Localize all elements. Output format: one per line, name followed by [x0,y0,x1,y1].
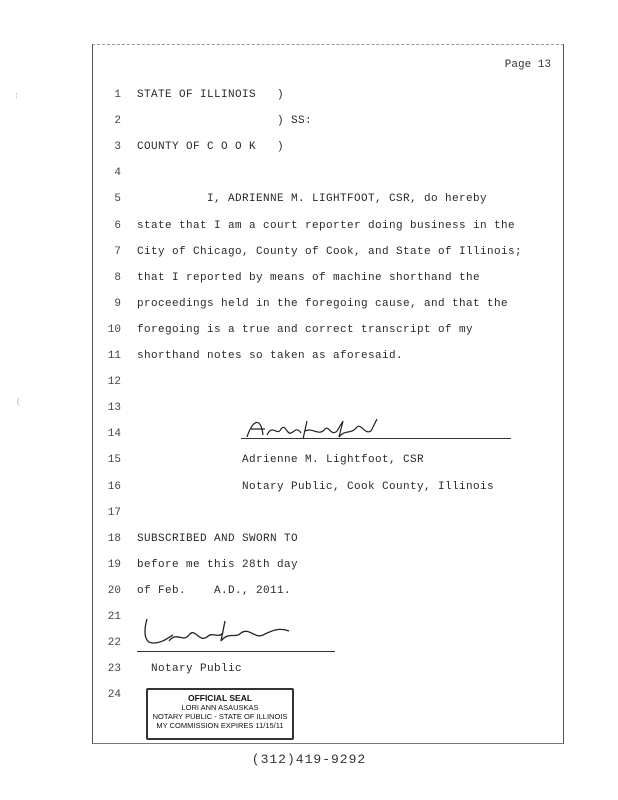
footer-phone: (312)419-9292 [251,752,367,767]
line-text: STATE OF ILLINOIS ) [137,89,285,101]
line-number: 1 [114,89,121,101]
line-text: SUBSCRIBED AND SWORN TO [137,532,299,545]
notary-signature [139,613,299,651]
transcript-line [93,479,563,495]
transcript-line [93,244,563,260]
scan-speck: ( [16,398,21,407]
line-number: 2 [114,115,121,128]
transcript-line [93,270,563,286]
line-number: 12 [107,376,121,389]
transcript-line [93,191,563,207]
line-number: 9 [114,297,121,310]
line-number: 20 [107,584,121,597]
line-number: 4 [114,167,121,180]
scan-speck: : [14,92,19,101]
transcript-line [93,87,563,103]
transcript-line [93,113,563,129]
line-text: Notary Public, Cook County, Illinois [137,480,495,493]
line-number: 13 [107,402,121,415]
line-text: foregoing is a true and correct transcript of my [137,323,474,336]
line-text: Adrienne M. Lightfoot, CSR [137,454,425,467]
line-text: City of Chicago, County of Cook, and State of Illinois; [137,245,523,258]
line-number: 8 [114,271,121,284]
line-text: state that I am a court reporter doing business in the [137,219,516,232]
notary-seal-stamp [146,688,294,740]
line-number: 7 [114,245,121,258]
line-text: of Feb. A.D., 2011. [137,584,292,597]
line-number: 24 [107,689,121,702]
line-number: 14 [107,428,121,441]
transcript-page [92,44,564,744]
transcript-line [93,661,563,677]
line-text: that I reported by means of machine shorthand the [137,271,481,284]
transcript-line [93,139,563,155]
transcript-line [93,583,563,599]
line-text: COUNTY OF C O O K ) [137,141,285,154]
transcript-line [93,322,563,338]
transcript-line [93,218,563,234]
line-number: 6 [114,219,121,232]
line-number: 19 [107,558,121,571]
line-number: 11 [107,350,121,362]
transcript-line [93,296,563,312]
line-text: shorthand notes so taken as aforesaid. [137,350,404,362]
line-number: 15 [107,454,121,467]
transcript-line [93,400,563,416]
line-number: 10 [107,323,121,336]
seal-state: NOTARY PUBLIC - STATE OF ILLINOIS [152,712,288,721]
seal-title: OFFICIAL SEAL [187,693,253,703]
notary-signature-line [137,651,335,652]
line-number: 18 [107,532,121,545]
transcript-line [93,165,563,181]
line-number: 23 [107,663,121,676]
line-text: proceedings held in the foregoing cause, and that the [137,297,509,310]
transcript-line [93,452,563,468]
page-number: Page 13 [504,59,551,71]
line-number: 22 [107,637,121,650]
line-number: 5 [114,193,121,206]
transcript-line [93,505,563,521]
line-number: 21 [107,611,121,623]
transcript-line [93,348,563,364]
line-text: ) SS: [137,115,313,128]
line-text: before me this 28th day [137,558,299,571]
reporter-signature-line [241,438,511,439]
line-text: Notary Public [137,663,243,676]
line-number: 16 [107,480,121,493]
line-number: 17 [107,506,121,519]
transcript-line [93,531,563,547]
transcript-line [93,374,563,390]
line-number: 3 [114,141,121,154]
line-text: I, ADRIENNE M. LIGHTFOOT, CSR, do hereby [137,193,488,206]
transcript-line [93,557,563,573]
seal-expiry: MY COMMISSION EXPIRES 11/15/11 [156,721,284,730]
seal-name: LORI ANN ASAUSKAS [181,703,259,712]
